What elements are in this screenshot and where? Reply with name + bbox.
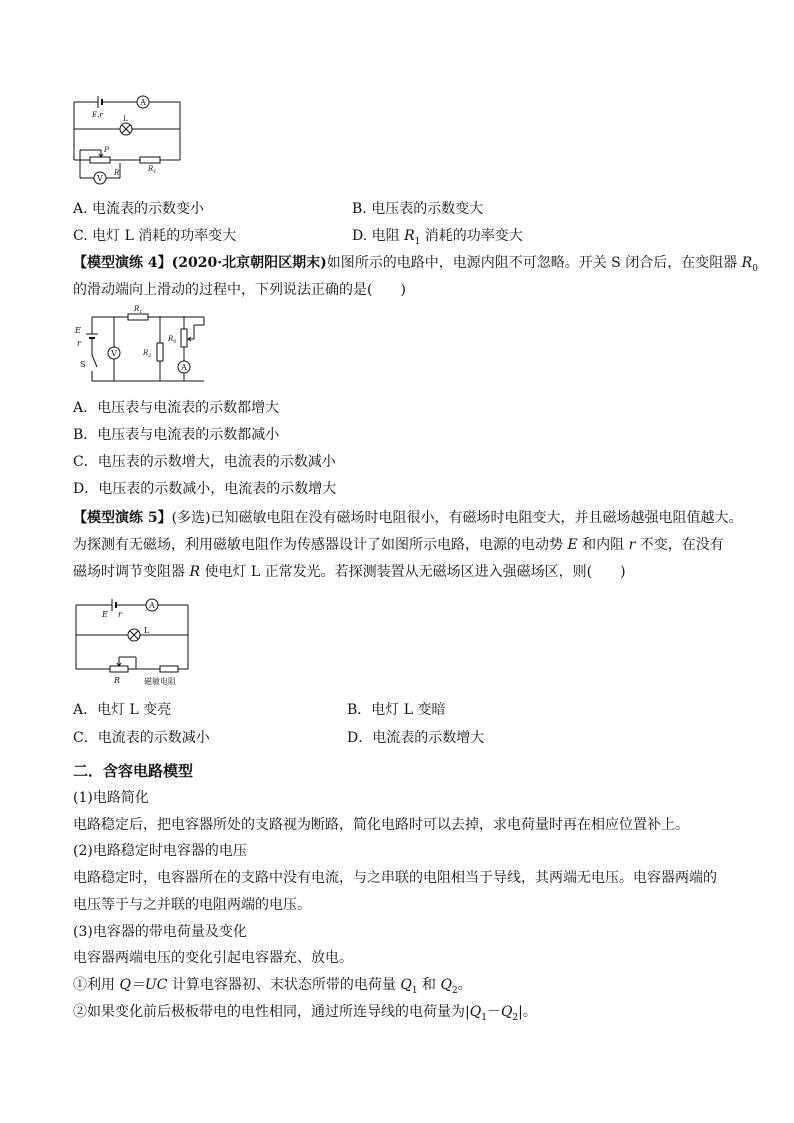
- q4-option-c: C．电压表的示数增大，电流表的示数减小: [73, 454, 336, 470]
- q5-option-d: D．电流表的示数增大: [347, 730, 485, 746]
- q4-option-a: A．电压表与电流表的示数都增大: [73, 400, 280, 416]
- question-4-text: 【模型演练 4】(2020·北京朝阳区期末)如图所示的电路中，电源内阻不可忽略。开关 S 闭合后，在变阻器 $R_0$: [73, 255, 758, 274]
- question-5-line-2: 为探测有无磁场，利用磁敏电阻作为传感器设计了如图所示电路，电源的电动势 E 和内阻 r 不变，在没有: [73, 537, 724, 553]
- svg-text:A: A: [181, 363, 187, 372]
- svg-text:E: E: [75, 326, 81, 335]
- option-b: B. 电压表的示数变大: [352, 201, 484, 217]
- svg-text:V: V: [111, 349, 117, 358]
- subheading-2: (2)电路稳定时电容器的电压: [73, 843, 247, 859]
- paragraph-3: 电容器两端电压的变化引起电容器充、放电。: [73, 950, 353, 966]
- svg-text:S: S: [80, 360, 86, 369]
- list-item-2: ②如果变化前后极板带电的电性相同，通过所连导线的电荷量为$|Q_1-Q_2|$。: [73, 1004, 537, 1023]
- circuit-diagram-4: [72, 303, 212, 385]
- option-c: C. 电灯 L 消耗的功率变大: [73, 228, 237, 244]
- svg-text:r: r: [77, 339, 81, 348]
- question-4-text-cont: 的滑动端向上滑动的过程中，下列说法正确的是( ): [73, 282, 406, 298]
- question-5-line-1: 【模型演练 5】(多选)已知磁敏电阻在没有磁场时电阻很小，有磁场时电阻变大，并且磁场越强电阻值越大。: [73, 510, 743, 526]
- svg-text:P: P: [104, 146, 109, 154]
- subheading-3: (3)电容器的带电荷量及变化: [73, 924, 247, 940]
- rheostat-icon: [90, 157, 110, 163]
- magneto-resistor-icon: [160, 666, 178, 672]
- q5-option-c: C．电流表的示数减小: [73, 730, 210, 746]
- list-item-1: ①利用 Q＝UC 计算电容器初、末状态所带的电荷量 $Q_1$ 和 $Q_2$。: [73, 977, 472, 996]
- resistor-r1-icon: [140, 157, 160, 163]
- svg-text:R2: $R_2$: [143, 349, 152, 359]
- svg-text:R: R: [114, 676, 121, 685]
- option-a: A. 电流表的示数变小: [73, 201, 205, 217]
- svg-text:r: r: [118, 610, 122, 619]
- circuit-diagram-1: [68, 88, 188, 190]
- subheading-1: (1)电路简化: [73, 790, 149, 806]
- q4-option-d: D．电压表的示数减小，电流表的示数增大: [73, 481, 337, 497]
- svg-text:磁敏电阻: 磁敏电阻: [144, 677, 176, 686]
- switch-icon: [92, 355, 97, 367]
- svg-text:R1: $R_1$: [148, 165, 157, 175]
- paragraph-2b: 电压等于与之并联的电阻两端的电压。: [73, 897, 311, 913]
- paragraph-2a: 电路稳定时，电容器所在的支路中没有电流，与之串联的电阻相当于导线，其两端无电压。电容器两端的: [73, 870, 717, 886]
- q4-option-b: B．电压表与电流表的示数都减小: [73, 427, 280, 443]
- option-d: D. 电阻 $R_1$ 消耗的功率变大: [352, 228, 523, 247]
- circuit-diagram-5: [72, 593, 194, 687]
- paragraph-1: 电路稳定后，把电容器所处的支路视为断路，简化电路时可以去掉，求电荷量时再在相应位置补上。: [73, 817, 689, 833]
- svg-text:L: L: [144, 626, 150, 635]
- rheostat-r0-icon: [181, 329, 187, 347]
- section-heading: 二．含容电路模型: [73, 762, 194, 780]
- question-5-line-3: 磁场时调节变阻器 R 使电灯 L 正常发光。若探测装置从无磁场区进入强磁场区，则( ): [73, 564, 626, 580]
- emf-label: E,r: [92, 111, 103, 119]
- svg-text:E: E: [102, 610, 108, 619]
- svg-text:R0: $R_0$: [168, 335, 177, 345]
- svg-text:V: V: [97, 174, 103, 183]
- svg-text:A: A: [140, 98, 146, 107]
- q5-option-a: A．电灯 L 变亮: [73, 702, 172, 718]
- q5-option-b: B．电灯 L 变暗: [347, 702, 446, 718]
- svg-text:A: A: [149, 601, 155, 610]
- resistor-r2-icon: [157, 343, 163, 361]
- svg-text:R: R: [114, 169, 120, 177]
- svg-text:R1: $R_1$: [134, 305, 143, 315]
- svg-text:L: L: [123, 115, 128, 123]
- resistor-r1-icon: [128, 314, 148, 320]
